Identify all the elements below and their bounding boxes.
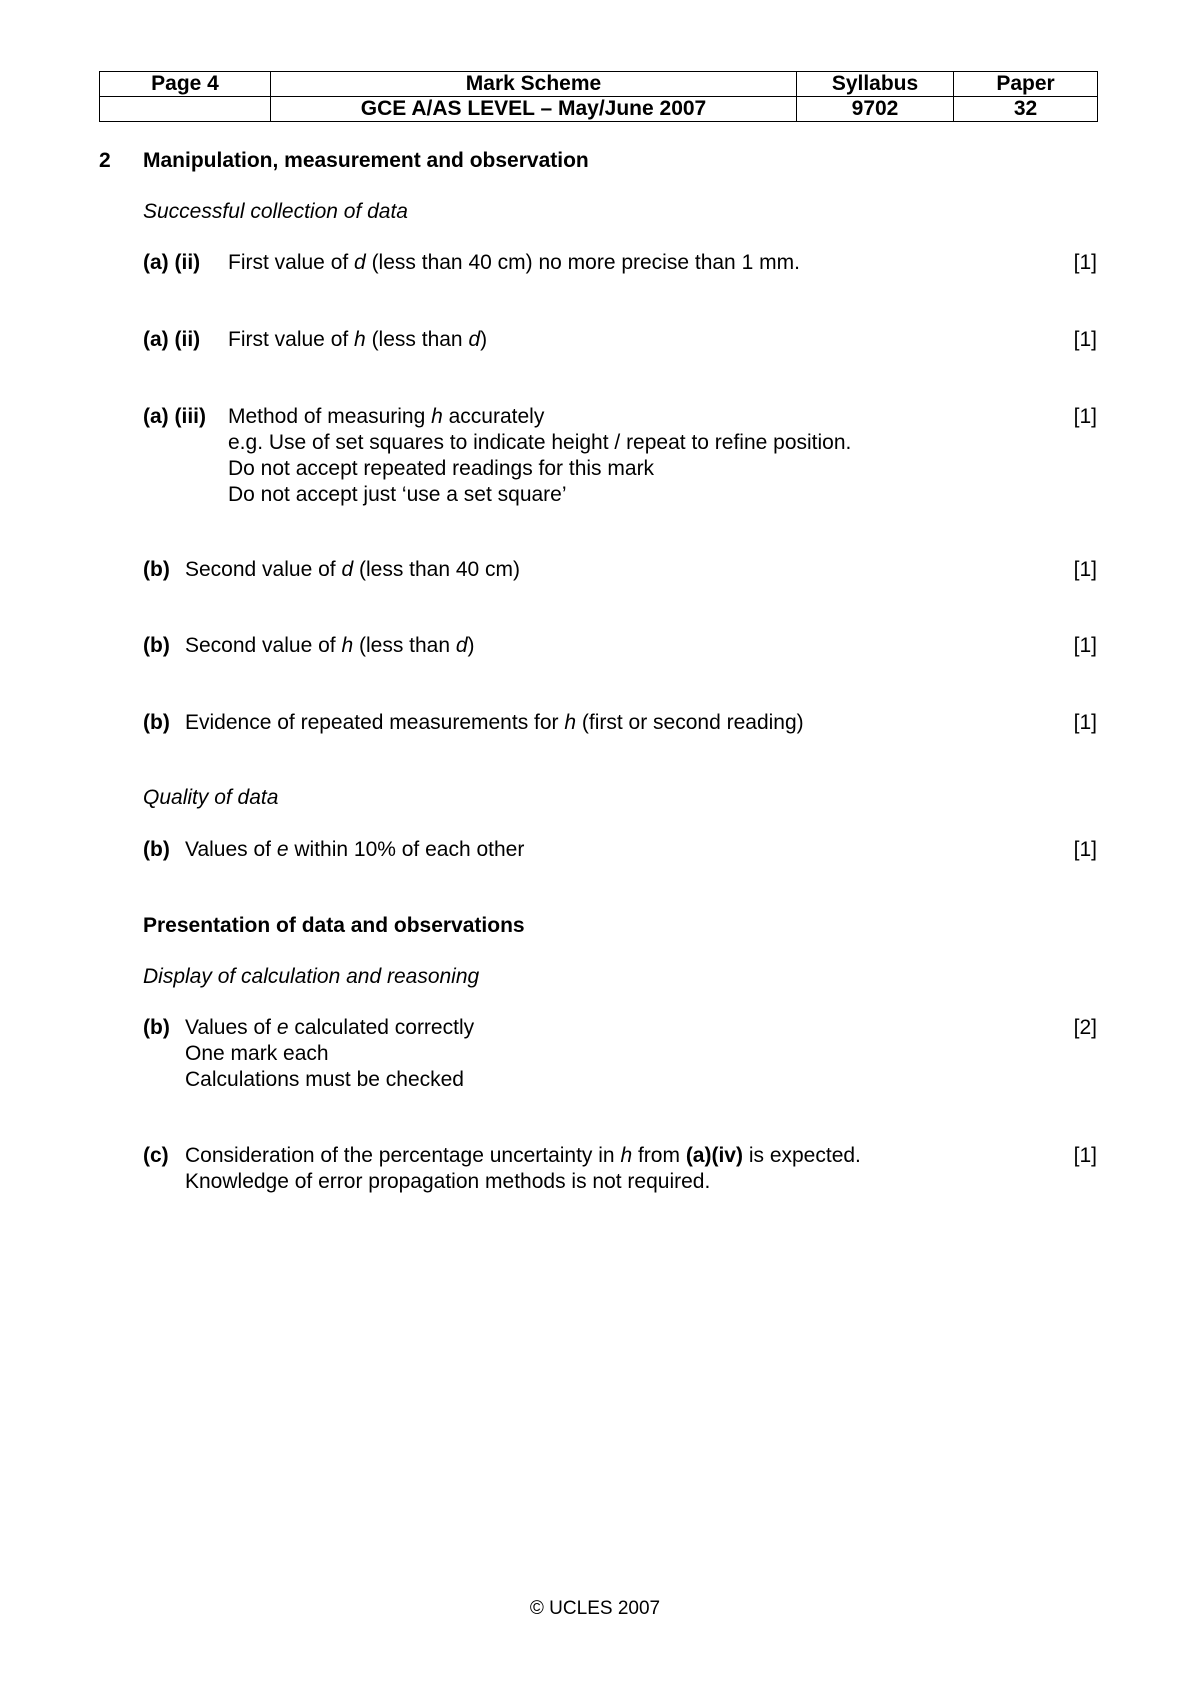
syllabus-code: 9702 xyxy=(797,97,954,122)
item-text: Values of e within 10% of each other xyxy=(185,838,525,861)
item-text: First value of d (less than 40 cm) no more precise than 1 mm. xyxy=(228,251,800,274)
item-text: Values of e calculated correctly xyxy=(185,1016,475,1039)
question-heading: Manipulation, measurement and observation xyxy=(143,149,589,172)
item-text: Consideration of the percentage uncertainty in h from (a)(iv) is expected. xyxy=(185,1144,861,1167)
exam-name: GCE A/AS LEVEL – May/June 2007 xyxy=(271,97,797,122)
mark-value: [1] xyxy=(1073,558,1097,581)
item-label: (c) xyxy=(143,1144,169,1167)
item-text: Evidence of repeated measurements for h (first or second reading) xyxy=(185,711,804,734)
document-title: Mark Scheme xyxy=(271,72,797,97)
item-note: e.g. Use of set squares to indicate height / repeat to refine position. xyxy=(228,431,852,454)
copyright-footer: © UCLES 2007 xyxy=(529,1598,661,1619)
header-table xyxy=(99,71,1098,122)
item-label: (a) (iii) xyxy=(143,405,206,428)
section-quality: Quality of data xyxy=(143,786,279,809)
item-label: (b) xyxy=(143,838,170,861)
item-label: (a) (ii) xyxy=(143,328,201,351)
page-number: Page 4 xyxy=(100,72,271,97)
question-number: 2 xyxy=(99,149,111,172)
mark-value: [1] xyxy=(1073,1144,1097,1167)
section-collection: Successful collection of data xyxy=(143,200,408,223)
item-label: (b) xyxy=(143,711,170,734)
mark-value: [1] xyxy=(1073,711,1097,734)
item-note: Knowledge of error propagation methods is not required. xyxy=(185,1170,711,1193)
item-note: Calculations must be checked xyxy=(185,1068,464,1091)
item-label: (b) xyxy=(143,634,170,657)
item-label: (b) xyxy=(143,1016,170,1039)
mark-value: [1] xyxy=(1073,405,1097,428)
item-label: (a) (ii) xyxy=(143,251,201,274)
syllabus-label: Syllabus xyxy=(797,72,954,97)
item-note: Do not accept repeated readings for this mark xyxy=(228,457,655,480)
item-note: Do not accept just ‘use a set square’ xyxy=(228,483,567,506)
mark-value: [1] xyxy=(1073,251,1097,274)
paper-label: Paper xyxy=(954,72,1098,97)
section-presentation: Presentation of data and observations xyxy=(143,914,525,937)
item-text: Second value of d (less than 40 cm) xyxy=(185,558,521,581)
section-display: Display of calculation and reasoning xyxy=(143,965,480,988)
item-label: (b) xyxy=(143,558,170,581)
item-text: Method of measuring h accurately xyxy=(228,405,545,428)
item-text: Second value of h (less than d) xyxy=(185,634,475,657)
item-note: One mark each xyxy=(185,1042,329,1065)
paper-number: 32 xyxy=(954,97,1098,122)
mark-value: [1] xyxy=(1073,838,1097,861)
empty-cell xyxy=(100,97,271,122)
mark-value: [1] xyxy=(1073,328,1097,351)
mark-value: [2] xyxy=(1073,1016,1097,1039)
item-text: First value of h (less than d) xyxy=(228,328,488,351)
mark-value: [1] xyxy=(1073,634,1097,657)
